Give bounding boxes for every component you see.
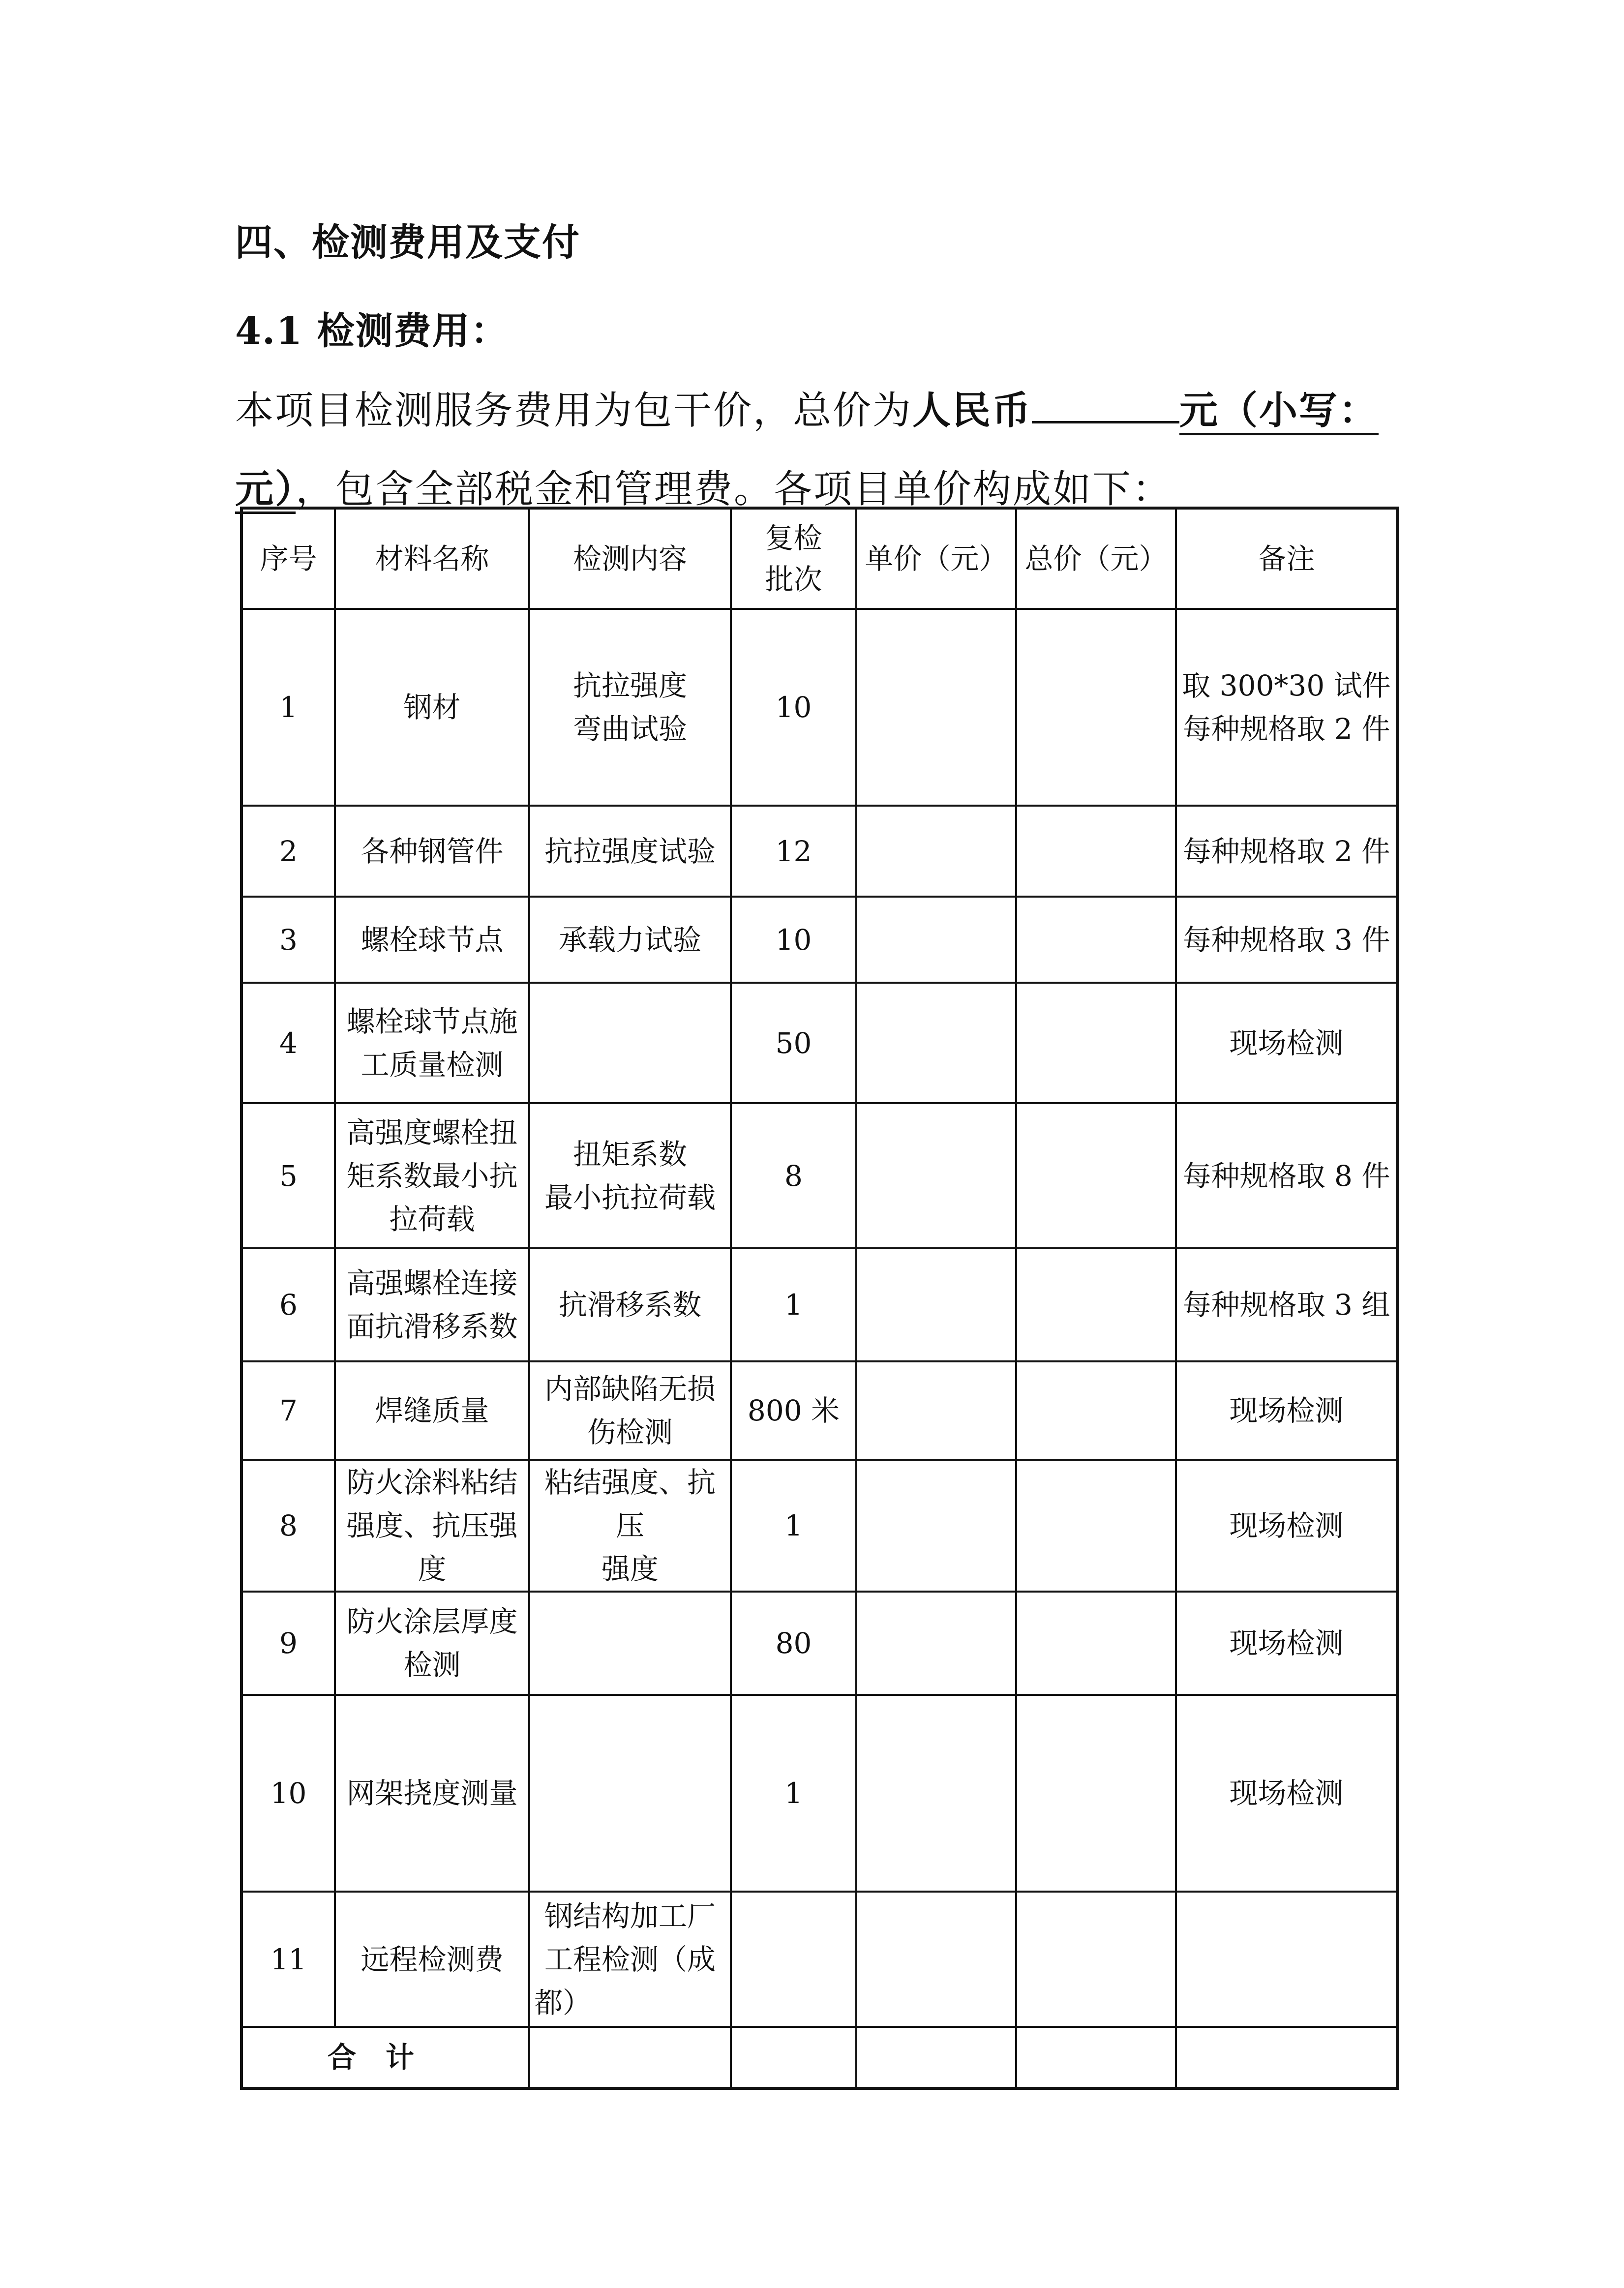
table-row (241, 1592, 1397, 1695)
cell-no: 6 (241, 1248, 335, 1361)
table-row (241, 897, 1397, 983)
table-row (241, 1460, 1397, 1592)
cell-total-price[interactable] (1016, 1103, 1176, 1248)
table-row (241, 1892, 1397, 2027)
cell-total-price[interactable] (1016, 1592, 1176, 1695)
cell-content (529, 1695, 731, 1892)
fee-table (240, 507, 1399, 2090)
intro-text: 本项目检测服务费用为包干价，总价为 (235, 389, 913, 433)
cell-material: 防火涂料粘结 强度、抗压强度 (335, 1460, 529, 1592)
cell-batches: 800 米 (731, 1361, 856, 1460)
cell-batches: 80 (731, 1592, 856, 1695)
cell-remark: 取 300*30 试件 每种规格取 2 件 (1176, 609, 1397, 806)
cell-unit-price[interactable] (856, 609, 1016, 806)
header-material: 材料名称 (335, 508, 529, 609)
total-row (241, 2027, 1397, 2088)
cell-no: 8 (241, 1460, 335, 1592)
cell-content: 抗拉强度 弯曲试验 (529, 609, 731, 806)
header-unit-price: 单价（元） (856, 508, 1016, 609)
cell-no: 2 (241, 806, 335, 897)
cell-material: 远程检测费 (335, 1892, 529, 2027)
cell-total-price[interactable] (1016, 806, 1176, 897)
intro-line-1 (235, 380, 1379, 435)
yuan-label: 元（小写： (1179, 388, 1379, 435)
table-row (241, 1361, 1397, 1460)
cell-batches: 10 (731, 897, 856, 983)
cell-total-price[interactable] (1016, 1892, 1176, 2027)
cell-content (529, 983, 731, 1103)
intro-rest: ，包含全部税金和管理费。各项目单价构成如下： (296, 467, 1173, 512)
cell-content: 粘结强度、抗压 强度 (529, 1460, 731, 1592)
cell-batches: 1 (731, 1695, 856, 1892)
table-row (241, 1695, 1397, 1892)
yuan-close-label: 元） (235, 467, 296, 514)
cell-content: 承载力试验 (529, 897, 731, 983)
intro-line-2 (235, 458, 1172, 513)
total-remark-cell (1176, 2027, 1397, 2088)
cell-content: 内部缺陷无损 伤检测 (529, 1361, 731, 1460)
table-row (241, 1103, 1397, 1248)
cell-batches: 10 (731, 609, 856, 806)
cell-no: 11 (241, 1892, 335, 2027)
cell-batches: 1 (731, 1460, 856, 1592)
cell-unit-price[interactable] (856, 1695, 1016, 1892)
cell-no: 10 (241, 1695, 335, 1892)
cell-unit-price[interactable] (856, 897, 1016, 983)
table-row (241, 1248, 1397, 1361)
cell-material: 钢材 (335, 609, 529, 806)
cell-unit-price[interactable] (856, 1248, 1016, 1361)
cell-total-price[interactable] (1016, 609, 1176, 806)
total-price-cell[interactable] (1016, 2027, 1176, 2088)
cell-remark: 每种规格取 3 件 (1176, 897, 1397, 983)
cell-unit-price[interactable] (856, 1892, 1016, 2027)
cell-remark: 每种规格取 8 件 (1176, 1103, 1397, 1248)
cell-total-price[interactable] (1016, 1695, 1176, 1892)
amount-blank[interactable] (1032, 387, 1179, 423)
cell-no: 7 (241, 1361, 335, 1460)
section-heading: 四、检测费用及支付 (235, 220, 580, 264)
cell-content: 扭矩系数 最小抗拉荷载 (529, 1103, 731, 1248)
cell-remark: 现场检测 (1176, 983, 1397, 1103)
header-total-price: 总价（元） (1016, 508, 1176, 609)
header-batches: 复检 批次 (731, 508, 856, 609)
total-unit-price-cell[interactable] (856, 2027, 1016, 2088)
cell-unit-price[interactable] (856, 1103, 1016, 1248)
cell-remark: 现场检测 (1176, 1460, 1397, 1592)
currency-label: 人民币 (912, 388, 1032, 433)
cell-unit-price[interactable] (856, 983, 1016, 1103)
cell-material: 螺栓球节点 (335, 897, 529, 983)
cell-remark: 现场检测 (1176, 1592, 1397, 1695)
cell-content: 钢结构加工厂工程检测（成都） (529, 1892, 731, 2027)
table-row (241, 983, 1397, 1103)
total-content-cell (529, 2027, 731, 2088)
cell-unit-price[interactable] (856, 806, 1016, 897)
header-remark: 备注 (1176, 508, 1397, 609)
cell-material: 螺栓球节点施 工质量检测 (335, 983, 529, 1103)
cell-batches: 8 (731, 1103, 856, 1248)
cell-material: 各种钢管件 (335, 806, 529, 897)
cell-unit-price[interactable] (856, 1460, 1016, 1592)
cell-total-price[interactable] (1016, 983, 1176, 1103)
cell-remark: 每种规格取 3 组 (1176, 1248, 1397, 1361)
cell-batches: 12 (731, 806, 856, 897)
cell-material: 焊缝质量 (335, 1361, 529, 1460)
cell-material: 防火涂层厚度 检测 (335, 1592, 529, 1695)
cell-no: 9 (241, 1592, 335, 1695)
header-no: 序号 (241, 508, 335, 609)
cell-no: 3 (241, 897, 335, 983)
cell-content: 抗滑移系数 (529, 1248, 731, 1361)
cell-material: 高强度螺栓扭 矩系数最小抗 拉荷载 (335, 1103, 529, 1248)
table-row (241, 609, 1397, 806)
table-header-row (241, 508, 1397, 609)
cell-total-price[interactable] (1016, 1361, 1176, 1460)
cell-material: 高强螺栓连接 面抗滑移系数 (335, 1248, 529, 1361)
cell-remark: 现场检测 (1176, 1361, 1397, 1460)
subsection-heading: 4.1 检测费用： (235, 309, 509, 353)
total-label: 合计 (241, 2027, 529, 2088)
cell-total-price[interactable] (1016, 1460, 1176, 1592)
cell-total-price[interactable] (1016, 1248, 1176, 1361)
cell-no: 4 (241, 983, 335, 1103)
cell-content: 抗拉强度试验 (529, 806, 731, 897)
header-content: 检测内容 (529, 508, 731, 609)
cell-unit-price[interactable] (856, 1592, 1016, 1695)
cell-remark: 每种规格取 2 件 (1176, 806, 1397, 897)
cell-remark (1176, 1892, 1397, 2027)
cell-no: 5 (241, 1103, 335, 1248)
cell-material: 网架挠度测量 (335, 1695, 529, 1892)
cell-batches: 1 (731, 1248, 856, 1361)
cell-total-price[interactable] (1016, 897, 1176, 983)
cell-content (529, 1592, 731, 1695)
cell-batches: 50 (731, 983, 856, 1103)
cell-unit-price[interactable] (856, 1361, 1016, 1460)
table-row (241, 806, 1397, 897)
cell-no: 1 (241, 609, 335, 806)
cell-remark: 现场检测 (1176, 1695, 1397, 1892)
cell-batches (731, 1892, 856, 2027)
total-batches-cell (731, 2027, 856, 2088)
